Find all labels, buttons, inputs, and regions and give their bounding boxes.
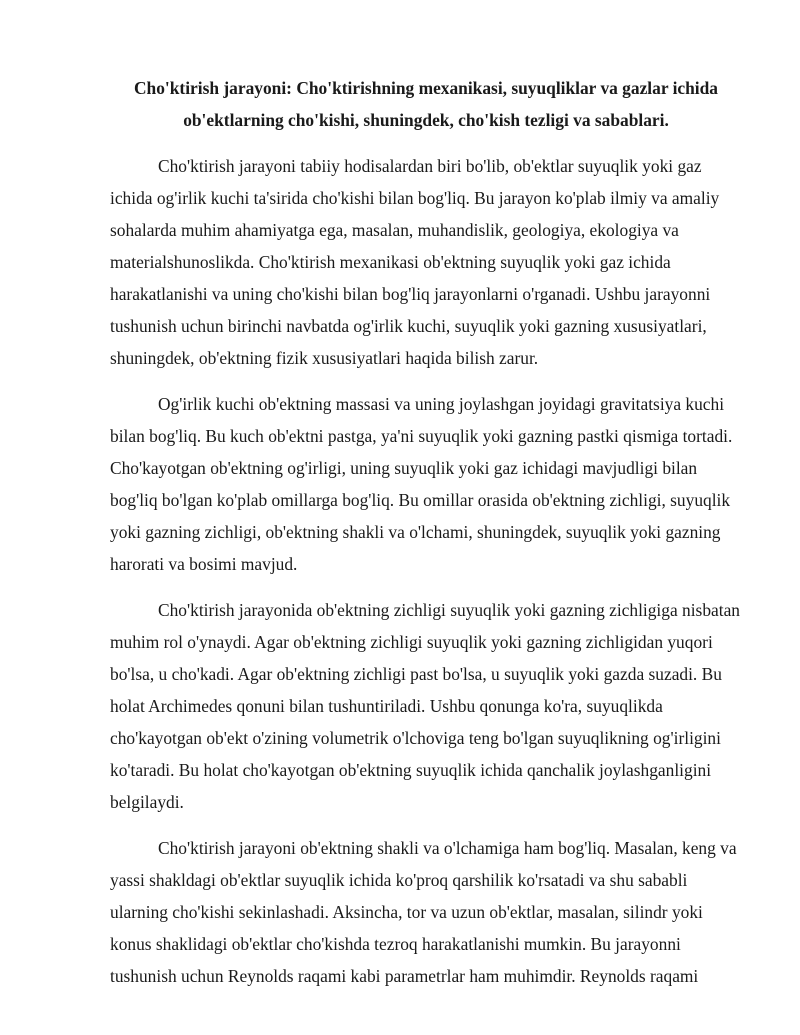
paragraph-3: Cho'ktirish jarayonida ob'ektning zichligi suyuqlik yoki gazning zichligiga nisbatan muhim rol o'ynaydi. Agar ob'ektning zichligi suyuqlik yoki gazning zichligidan yuqori bo'lsa, u cho'kadi. Agar ob'ektning zichligi past bo'lsa, u suyuqlik yoki gazda suzadi. Bu holat Archimedes qonuni bilan tushuntiriladi. Ushbu qonunga ko'ra, suyuqlikda cho'kayotgan ob'ekt o'zining volumetrik o'lchoviga teng bo'lgan suyuqlikning og'irligini ko'taradi. Bu holat cho'kayotgan ob'ektning suyuqlik ichida qanchalik joylashganligini belgilaydi. <box>110 600 740 812</box>
paragraph-2: Og'irlik kuchi ob'ektning massasi va uning joylashgan joyidagi gravitatsiya kuchi bilan bog'liq. Bu kuch ob'ektni pastga, ya'ni suyuqlik yoki gazning pastki qismiga tortadi. Cho'kayotgan ob'ektning og'irligi, uning suyuqlik yoki gaz ichidagi mavjudligi bilan bog'liq bo'lgan ko'plab omillarga bog'liq. Bu omillar orasida ob'ektning zichligi, suyuqlik yoki gazning zichligi, ob'ektning shakli va o'lchami, shuningdek, suyuqlik yoki gazning harorati va bosimi mavjud. <box>110 394 733 574</box>
paragraph-1: Cho'ktirish jarayoni tabiiy hodisalardan biri bo'lib, ob'ektlar suyuqlik yoki gaz ichida og'irlik kuchi ta'sirida cho'kishi bilan bog'liq. Bu jarayon ko'plab ilmiy va amaliy sohalarda muhim ahamiyatga ega, masalan, muhandislik, geologiya, ekologiya va materialshunoslikda. Cho'ktirish mexanikasi ob'ektning suyuqlik yoki gaz ichida harakatlanishi va uning cho'kishi bilan bog'liq jarayonlarni o'rganadi. Ushbu jarayonni tushunish uchun birinchi navbatda og'irlik kuchi, suyuqlik yoki gazning xususiyatlari, shuningdek, ob'ektning fizik xususiyatlari haqida bilish zarur. <box>110 156 720 368</box>
paragraph-4: Cho'ktirish jarayoni ob'ektning shakli va o'lchamiga ham bog'liq. Masalan, keng va yassi shakldagi ob'ektlar suyuqlik ichida ko'proq qarshilik ko'rsatadi va shu sababli ularning cho'kishi sekinlashadi. Aksincha, tor va uzun ob'ektlar, masalan, silindr yoki konus shaklidagi ob'ektlar cho'kishda tezroq harakatlanishi mumkin. Bu jarayonni tushunish uchun Reynolds raqami kabi parametrlar ham muhimdir. Reynolds raqami <box>110 838 737 986</box>
document-title: Cho'ktirish jarayoni: Cho'ktirishning mexanikasi, suyuqliklar va gazlar ichida ob'ektlarning cho'kishi, shuningdek, cho'kish tezligi va sabablari. <box>134 78 718 130</box>
